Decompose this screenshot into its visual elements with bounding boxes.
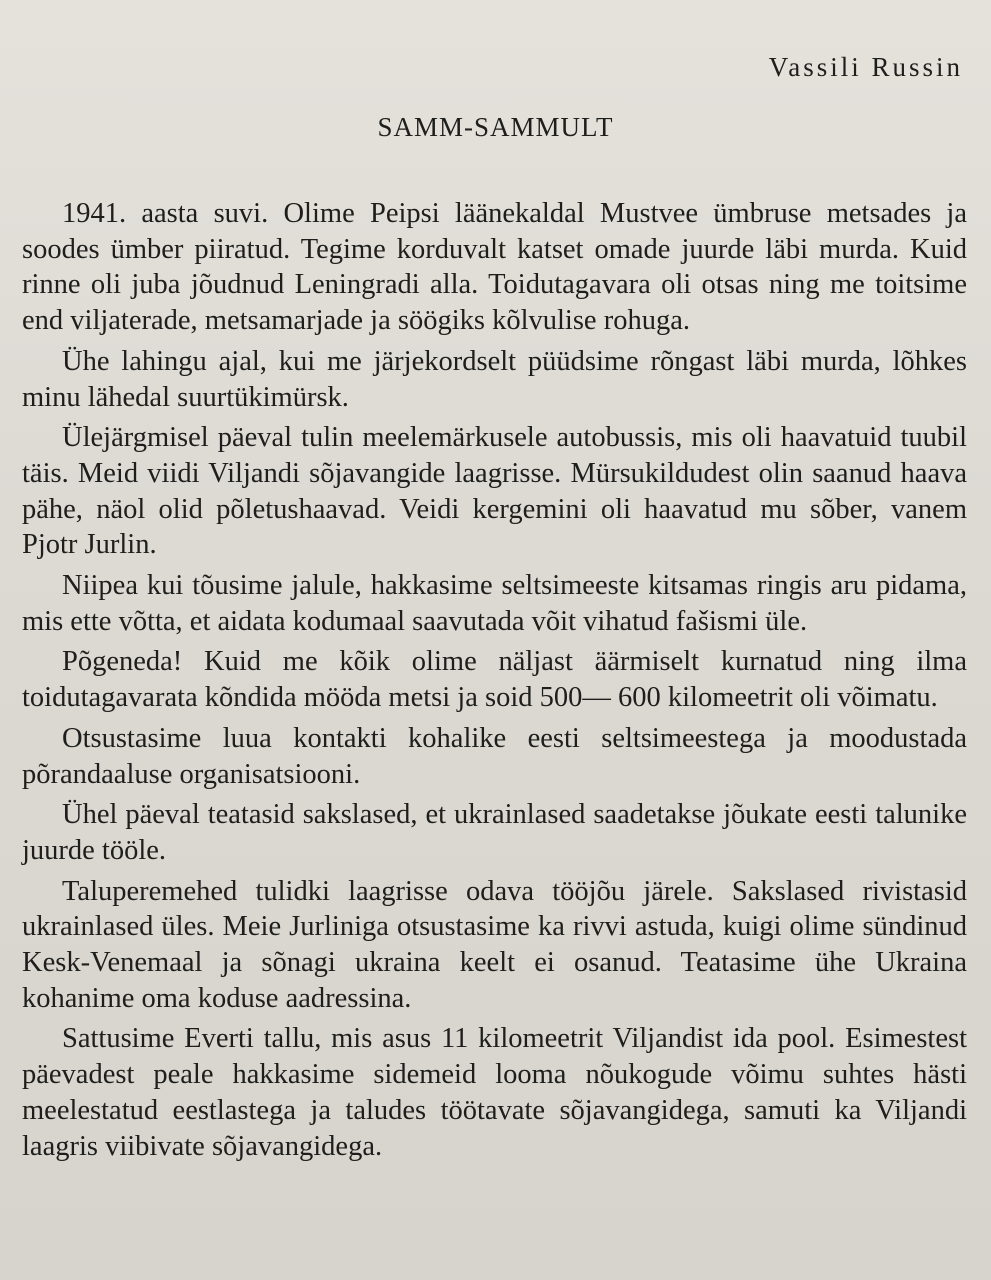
paragraph: Taluperemehed tulidki laagrisse odava tööjõu järele. Sakslased rivistasid ukrainlased üles. Meie Jurliniga otsustasime ka rivvi astuda, kuigi olime sündinud Kesk-Venemaal ja sõnagi ukraina keelt ei osanud. Teatasime ühe Ukraina kohanime oma koduse aadressina.: [22, 875, 967, 1014]
author-name: Vassili Russin: [768, 52, 963, 82]
paragraph: Niipea kui tõusime jalule, hakkasime seltsimeeste kitsamas ringis aru pidama, mis ette võtta, et aidata kodumaal saavutada võit vihatud fašismi üle.: [22, 570, 967, 637]
chapter-title: SAMM-SAMMULT: [377, 112, 614, 142]
paragraph: Otsustasime luua kontakti kohalike eesti seltsimeestega ja moodustada põrandaaluse organisatsiooni.: [22, 722, 967, 790]
paragraph: 1941. aasta suvi. Olime Peipsi läänekaldal Mustvee ümbruse metsades ja soodes ümber piiratud. Tegime korduvalt katset omade juurde läbi murda. Kuid rinne oli juba jõudnud Leningradi alla. Toidutagavara oli otsas ning me toitsime end viljaterade, metsamarjade ja söögiks kõlvulise rohuga.: [22, 198, 967, 337]
paragraph: Ühel päeval teatasid sakslased, et ukrainlased saadetakse jõukate eesti talunike juurde tööle.: [22, 799, 967, 866]
paragraph: Ülejärgmisel päeval tulin meelemärkusele autobussis, mis oli haavatuid tuubil täis. Meid viidi Viljandi sõjavangide laagrisse. Mürsukildudest olin saanud haava pähe, näol olid põletushaavad. Veidi kergemini oli haavatud mu sõber, vanem Pjotr Jurlin.: [22, 422, 967, 561]
paragraph: Ühe lahingu ajal, kui me järjekordselt püüdsime rõngast läbi murda, lõhkes minu lähedal suurtükimürsk.: [22, 345, 967, 413]
body-text: [22, 196, 967, 1169]
paragraph: Põgeneda! Kuid me kõik olime näljast äärmiselt kurnatud ning ilma toidutagavarata kõndida mööda metsi ja soid 500— 600 kilomeetrit oli võimatu.: [22, 646, 967, 714]
paragraph: Sattusime Everti tallu, mis asus 11 kilomeetrit Viljandist ida pool. Esimestest päevadest peale hakkasime sidemeid looma nõukogude võimu suhtes hästi meelestatud eestlastega ja taludes töötavate sõjavangidega, samuti ka Viljandi laagris viibivate sõjavangidega.: [22, 1023, 967, 1162]
